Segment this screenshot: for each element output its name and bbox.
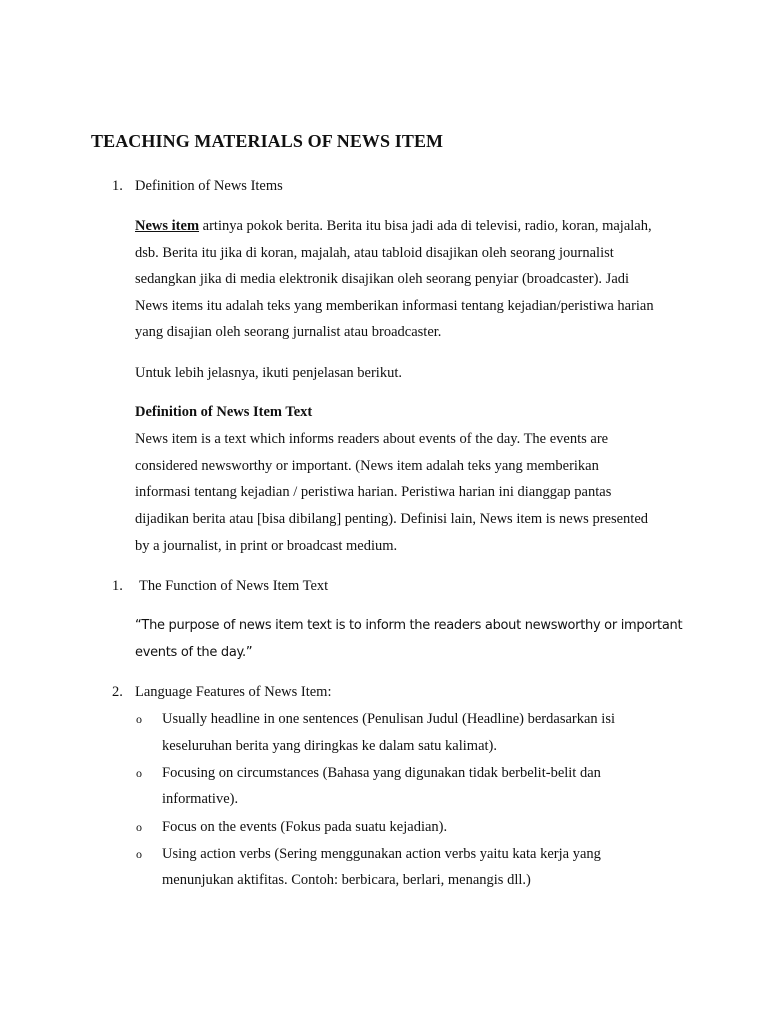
paragraph-line: dsb. Berita itu jika di koran, majalah, atau tabloid disajikan oleh seorang journalist	[135, 245, 614, 261]
bullet-line: Using action verbs (Sering menggunakan action verbs yaitu kata kerja yang	[162, 846, 601, 862]
bullet-line: keseluruhan berita yang diringkas ke dalam satu kalimat).	[162, 738, 498, 754]
paragraph-line: dijadikan berita atau [bisa dibilang] penting). Definisi lain, News item is news presented	[135, 511, 649, 527]
section-number: 2.	[112, 684, 123, 700]
bullet-line: Focus on the events (Fokus pada suatu kejadian).	[162, 819, 448, 835]
bullet-line: Usually headline in one sentences (Penulisan Judul (Headline) berdasarkan isi	[162, 711, 615, 727]
bullet-icon: o	[136, 847, 142, 861]
section-heading-language-features: Language Features of News Item:	[135, 684, 332, 700]
paragraph-line: by a journalist, in print or broadcast medium.	[135, 538, 398, 554]
paragraph-line: sedangkan jika di media elektronik disajikan oleh seorang penyiar (broadcaster). Jadi	[135, 271, 630, 287]
bullet-icon: o	[136, 820, 142, 834]
section-heading-definition: Definition of News Items	[135, 178, 283, 194]
paragraph-line: considered newsworthy or important. (News item adalah teks yang memberikan	[135, 458, 599, 474]
paragraph-line: Untuk lebih jelasnya, ikuti penjelasan berikut.	[135, 365, 402, 381]
section-number: 1.	[112, 578, 123, 594]
paragraph-line	[135, 217, 652, 235]
section-number: 1.	[112, 178, 123, 194]
page-title: TEACHING MATERIALS OF NEWS ITEM	[91, 131, 444, 151]
bullet-icon: o	[136, 766, 142, 780]
subheading-definition-text: Definition of News Item Text	[135, 404, 313, 420]
quote-line: “The purpose of news item text is to inform the readers about newsworthy or important	[135, 618, 683, 633]
section-heading-function: The Function of News Item Text	[139, 578, 329, 594]
term-news-item: News item	[135, 218, 200, 234]
paragraph-line: informasi tentang kejadian / peristiwa harian. Peristiwa harian ini dianggap pantas	[135, 484, 612, 500]
paragraph-line: News item is a text which informs readers about events of the day. The events are	[135, 431, 609, 447]
paragraph-line: yang disajian oleh seorang jurnalist atau broadcaster.	[135, 324, 442, 340]
paragraph-text: artinya pokok berita. Berita itu bisa jadi ada di televisi, radio, koran, majalah,	[199, 218, 652, 234]
bullet-line: informative).	[162, 791, 239, 807]
quote-line: events of the day.”	[135, 645, 253, 660]
paragraph-line: News items itu adalah teks yang memberikan informasi tentang kejadian/peristiwa harian	[135, 298, 654, 314]
bullet-icon: o	[136, 712, 142, 726]
bullet-line: menunjukan aktifitas. Contoh: berbicara, berlari, menangis dll.)	[162, 872, 531, 888]
bullet-line: Focusing on circumstances (Bahasa yang digunakan tidak berbelit-belit dan	[162, 765, 601, 781]
